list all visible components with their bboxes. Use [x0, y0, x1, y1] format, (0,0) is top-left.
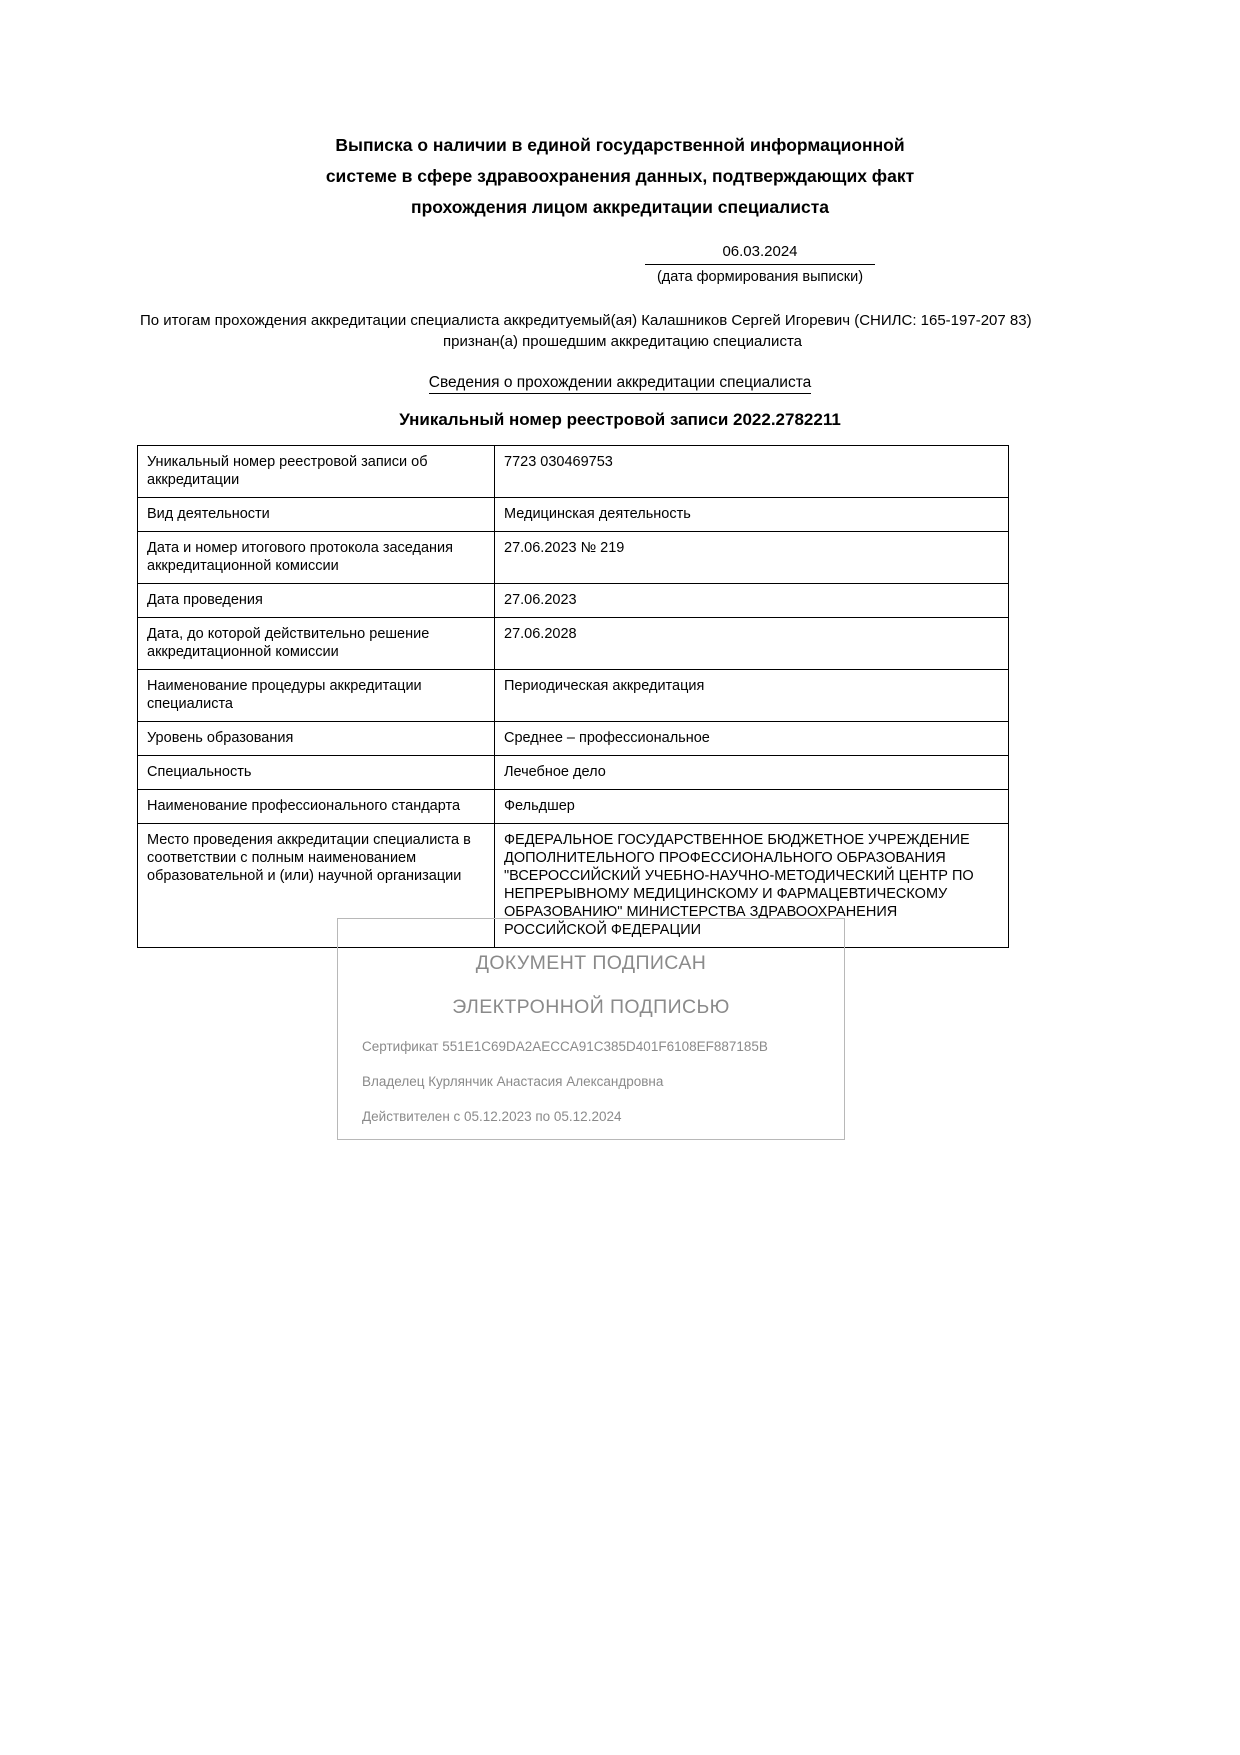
title-line-1: Выписка о наличии в единой государственной информационной — [335, 135, 905, 155]
row-label: Наименование профессионального стандарта — [138, 790, 495, 824]
row-label: Дата и номер итогового протокола заседания аккредитационной комиссии — [138, 532, 495, 584]
row-value: 27.06.2023 № 219 — [495, 532, 1009, 584]
row-value: ФЕДЕРАЛЬНОЕ ГОСУДАРСТВЕННОЕ БЮДЖЕТНОЕ УЧРЕЖДЕНИЕ ДОПОЛНИТЕЛЬНОГО ПРОФЕССИОНАЛЬНОГО ОБРАЗОВАНИЯ "ВСЕРОССИЙСКИЙ УЧЕБНО-НАУЧНО-МЕТОДИЧЕСКИЙ ЦЕНТР ПО НЕПРЕРЫВНОМУ МЕДИЦИНСКОМУ И ФАРМАЦЕВТИЧЕСКОМУ ОБРАЗОВАНИЮ" МИНИСТЕРСТВА ЗДРАВООХРАНЕНИЯ РОССИЙСКОЙ ФЕДЕРАЦИИ — [495, 824, 1009, 948]
table-row — [138, 584, 1009, 618]
formation-date-caption: (дата формирования выписки) — [656, 269, 864, 285]
table-row — [138, 790, 1009, 824]
electronic-signature-stamp — [337, 918, 845, 1140]
table-row — [138, 618, 1009, 670]
signature-certificate: Сертификат 551E1C69DA2AECCA91C385D401F6108EF887185B — [362, 1039, 768, 1054]
table-row — [138, 722, 1009, 756]
row-value: Периодическая аккредитация — [495, 670, 1009, 722]
row-label: Дата проведения — [138, 584, 495, 618]
signature-validity: Действителен с 05.12.2023 по 05.12.2024 — [362, 1109, 622, 1124]
table-row — [138, 756, 1009, 790]
accreditation-details-table — [137, 445, 1009, 948]
row-label: Вид деятельности — [138, 498, 495, 532]
page-title — [0, 130, 1240, 223]
table-row — [138, 670, 1009, 722]
row-value: Фельдшер — [495, 790, 1009, 824]
row-label: Наименование процедуры аккредитации специалиста — [138, 670, 495, 722]
signature-heading-line-1: ДОКУМЕНТ ПОДПИСАН — [475, 952, 707, 974]
row-value: 27.06.2023 — [495, 584, 1009, 618]
row-value: 27.06.2028 — [495, 618, 1009, 670]
title-line-2: системе в сфере здравоохранения данных, подтверждающих факт — [325, 166, 915, 186]
row-label: Уровень образования — [138, 722, 495, 756]
section-heading — [0, 374, 1240, 392]
intro-paragraph — [140, 310, 1105, 352]
table-row — [138, 532, 1009, 584]
row-label: Специальность — [138, 756, 495, 790]
intro-line-2: признан(а) прошедшим аккредитацию специалиста — [443, 333, 802, 350]
row-value: Лечебное дело — [495, 756, 1009, 790]
row-value: 7723 030469753 — [495, 446, 1009, 498]
formation-date-value: 06.03.2024 — [645, 242, 875, 265]
row-value: Среднее – профессиональное — [495, 722, 1009, 756]
signature-heading-line-2: ЭЛЕКТРОННОЙ ПОДПИСЬЮ — [452, 996, 730, 1018]
row-label: Уникальный номер реестровой записи об аккредитации — [138, 446, 495, 498]
row-value: Медицинская деятельность — [495, 498, 1009, 532]
signature-owner: Владелец Курлянчик Анастасия Александровна — [362, 1074, 664, 1089]
table-row — [138, 446, 1009, 498]
intro-line-1: По итогам прохождения аккредитации специалиста аккредитуемый(ая) Калашников Сергей Игоревич (СНИЛС: 165-197-207 83) — [140, 312, 1032, 329]
formation-date-block — [645, 242, 875, 287]
registry-record-number: Уникальный номер реестровой записи 2022.2782211 — [399, 410, 841, 429]
row-label: Место проведения аккредитации специалиста в соответствии с полным наименованием образовательной и (или) научной организации — [138, 824, 495, 948]
title-line-3: прохождения лицом аккредитации специалиста — [411, 197, 829, 217]
section-heading-text: Сведения о прохождении аккредитации специалиста — [429, 374, 812, 394]
row-label: Дата, до которой действительно решение аккредитационной комиссии — [138, 618, 495, 670]
table-row — [138, 498, 1009, 532]
